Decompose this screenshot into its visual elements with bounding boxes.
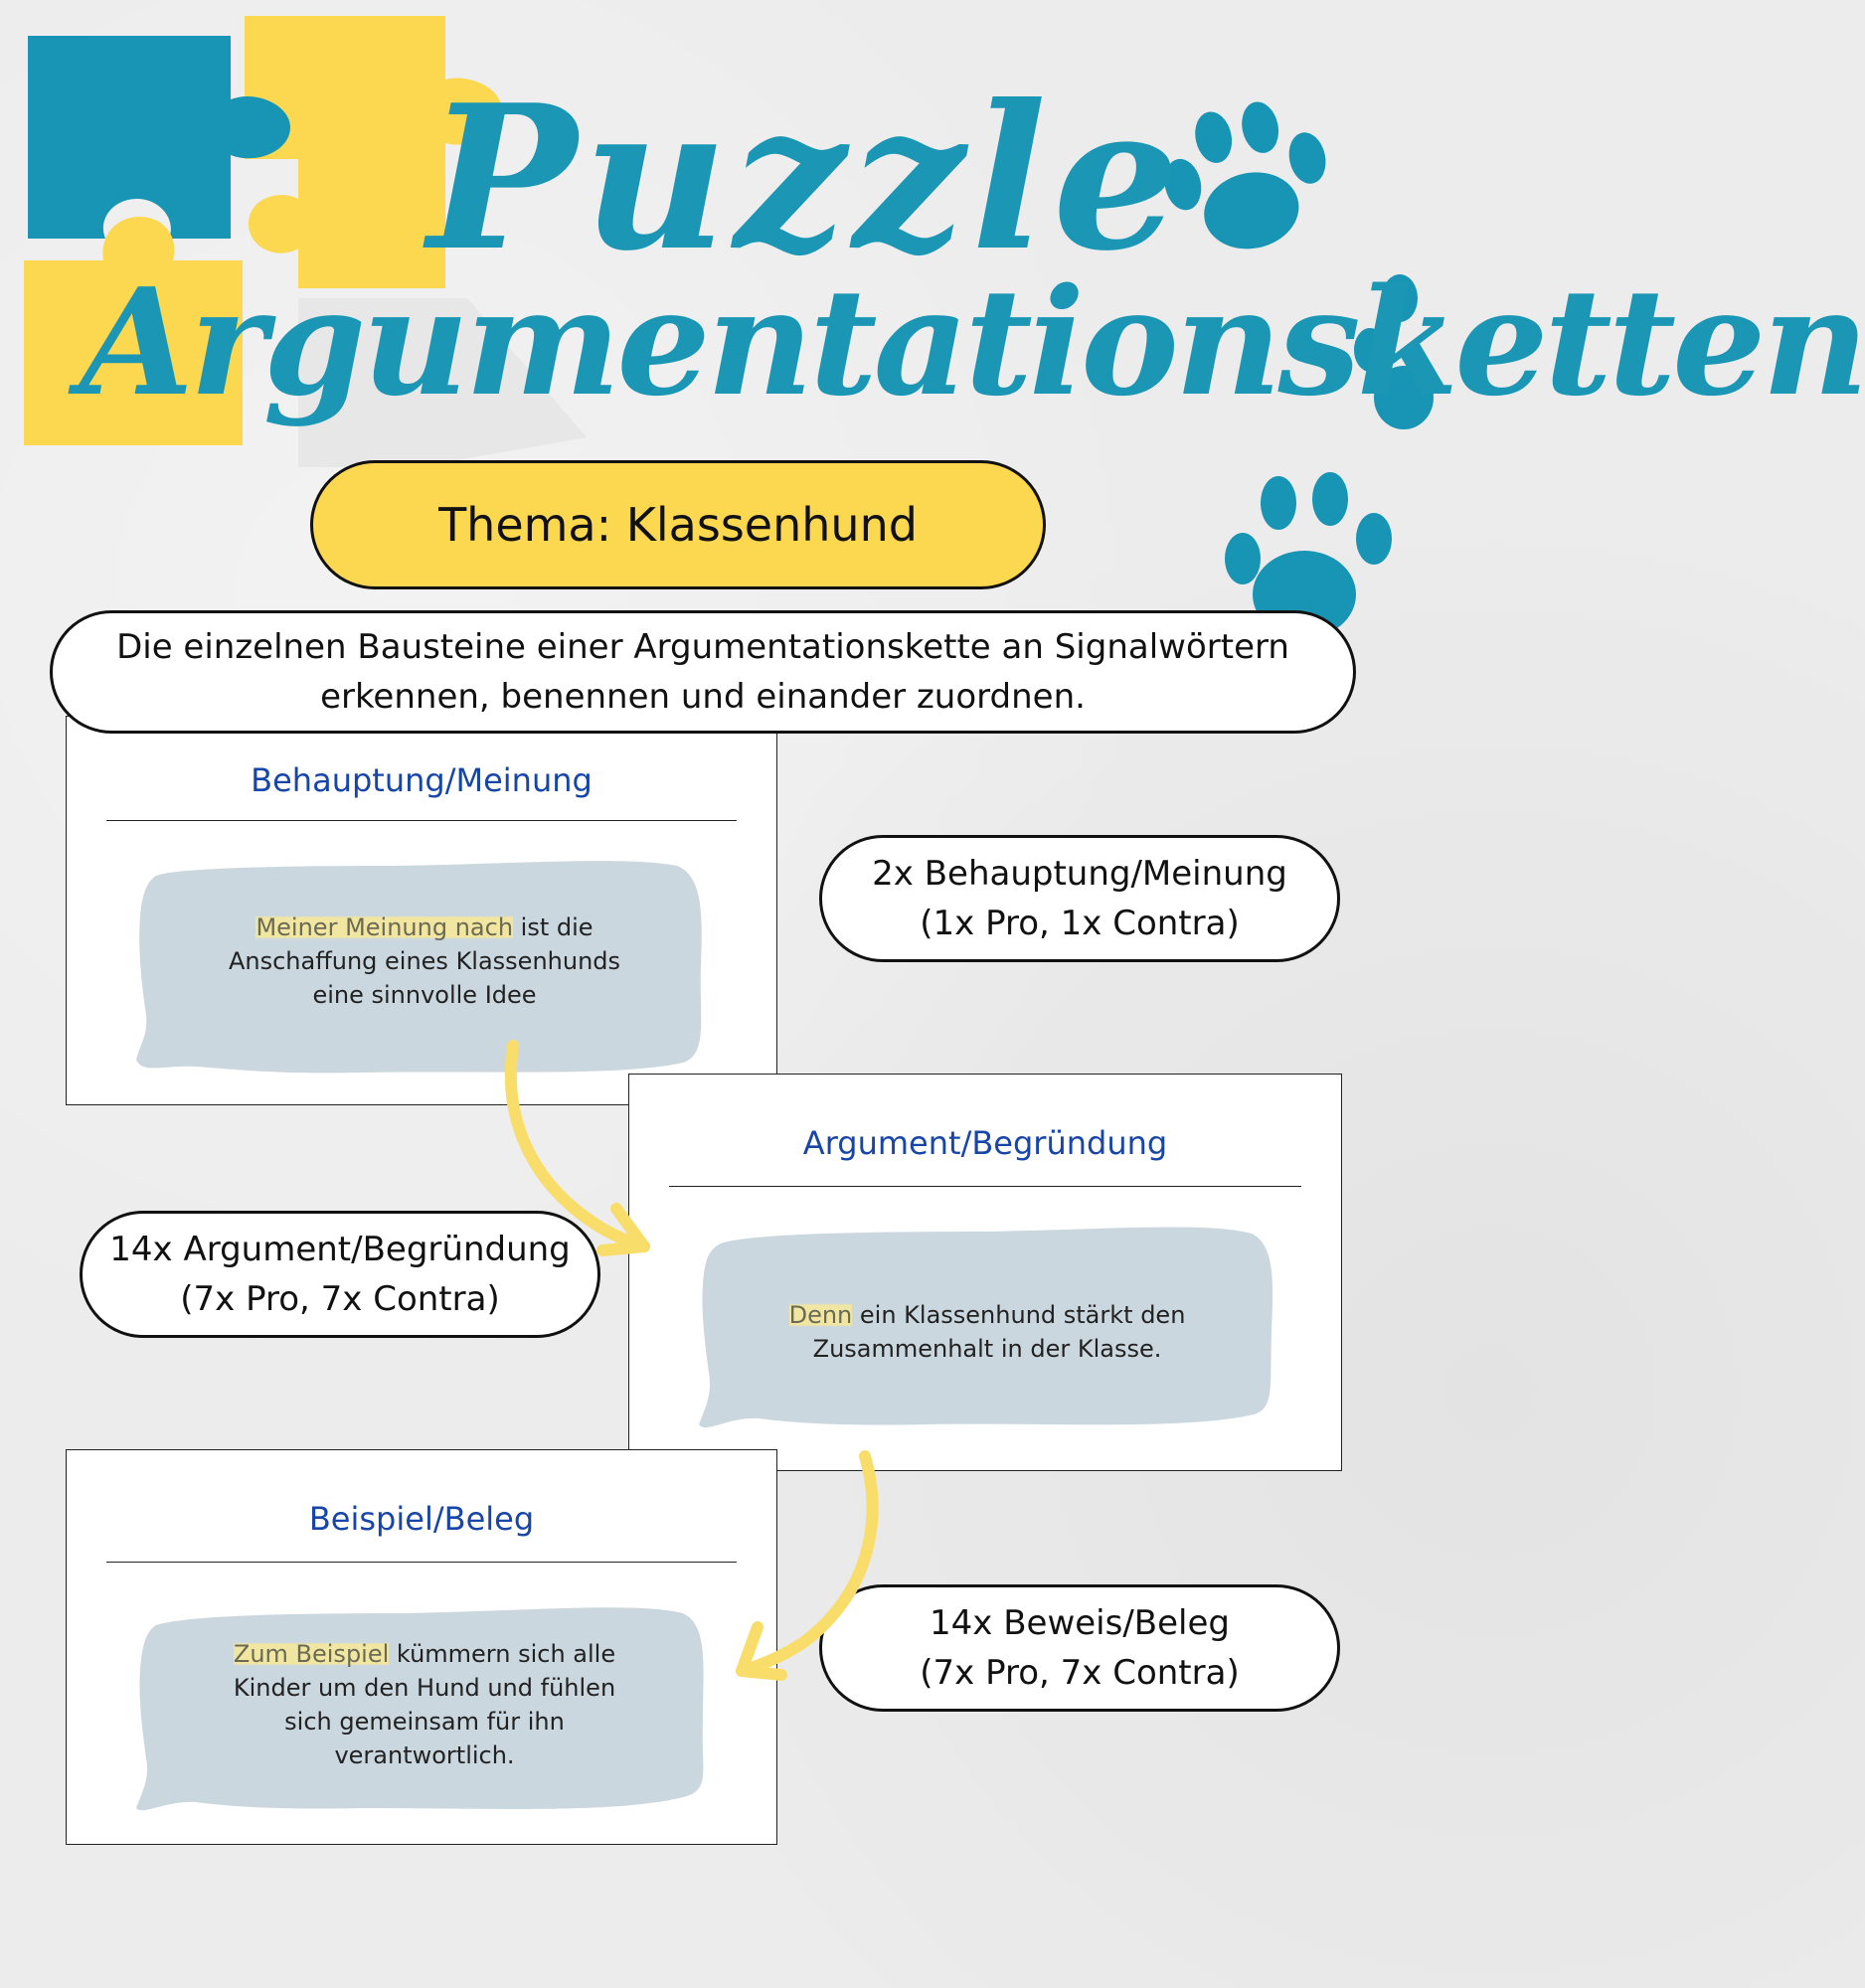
count-line: (7x Pro, 7x Contra) bbox=[180, 1279, 500, 1319]
curved-arrow-icon bbox=[467, 1034, 706, 1272]
bubble-text-part: ist die bbox=[513, 913, 593, 941]
bubble-line bbox=[749, 1298, 1226, 1332]
theme-badge bbox=[310, 460, 1046, 589]
bubble-text-part: ein Klassenhund stärkt den bbox=[852, 1301, 1186, 1329]
bubble-line: eine sinnvolle Idee bbox=[312, 981, 537, 1009]
count-line: 14x Argument/Begründung bbox=[109, 1230, 571, 1269]
card-heading: Beispiel/Beleg bbox=[308, 1500, 535, 1538]
card-argument bbox=[628, 1074, 1342, 1471]
bubble-line bbox=[186, 1637, 663, 1671]
card-heading: Behauptung/Meinung bbox=[251, 761, 593, 799]
count-badge-behauptung bbox=[819, 835, 1340, 962]
count-line: (1x Pro, 1x Contra) bbox=[920, 904, 1240, 943]
card-beispiel bbox=[66, 1449, 777, 1845]
intro-line: erkennen, benennen und einander zuordnen. bbox=[320, 677, 1086, 717]
signal-word: Meiner Meinung nach bbox=[255, 913, 514, 941]
bubble-line: Kinder um den Hund und fühlen bbox=[233, 1674, 616, 1702]
intro-line: Die einzelnen Bausteine einer Argumentationskette an Signalwörtern bbox=[116, 627, 1289, 667]
theme-label: Thema: Klassenhund bbox=[438, 498, 918, 552]
bubble-line: Anschaffung eines Klassenhunds bbox=[228, 947, 621, 975]
bubble-text bbox=[749, 1298, 1226, 1366]
count-line: (7x Pro, 7x Contra) bbox=[920, 1653, 1240, 1693]
title-puzzle: Puzzle bbox=[427, 62, 1186, 295]
bubble-line: Zusammenhalt in der Klasse. bbox=[812, 1335, 1162, 1363]
card-heading: Argument/Begründung bbox=[802, 1124, 1168, 1162]
signal-word: Zum Beispiel bbox=[233, 1640, 390, 1668]
bubble-line: verantwortlich. bbox=[334, 1741, 515, 1769]
intro-text-box bbox=[50, 610, 1356, 734]
bubble-line bbox=[186, 911, 663, 944]
title-argumentationsketten: Argumentationsketten bbox=[80, 255, 1865, 428]
count-line: 14x Beweis/Beleg bbox=[930, 1603, 1230, 1643]
bubble-text bbox=[186, 1637, 663, 1772]
count-badge-beleg bbox=[819, 1584, 1340, 1712]
bubble-text bbox=[186, 911, 663, 1012]
count-line: 2x Behauptung/Meinung bbox=[872, 854, 1287, 894]
bubble-line: sich gemeinsam für ihn bbox=[284, 1708, 565, 1736]
signal-word: Denn bbox=[788, 1301, 853, 1329]
speech-bubble-icon bbox=[629, 1075, 1343, 1472]
bubble-text-part: kümmern sich alle bbox=[389, 1640, 616, 1668]
paw-print-icon bbox=[1213, 467, 1402, 616]
curved-arrow-icon bbox=[716, 1446, 895, 1695]
